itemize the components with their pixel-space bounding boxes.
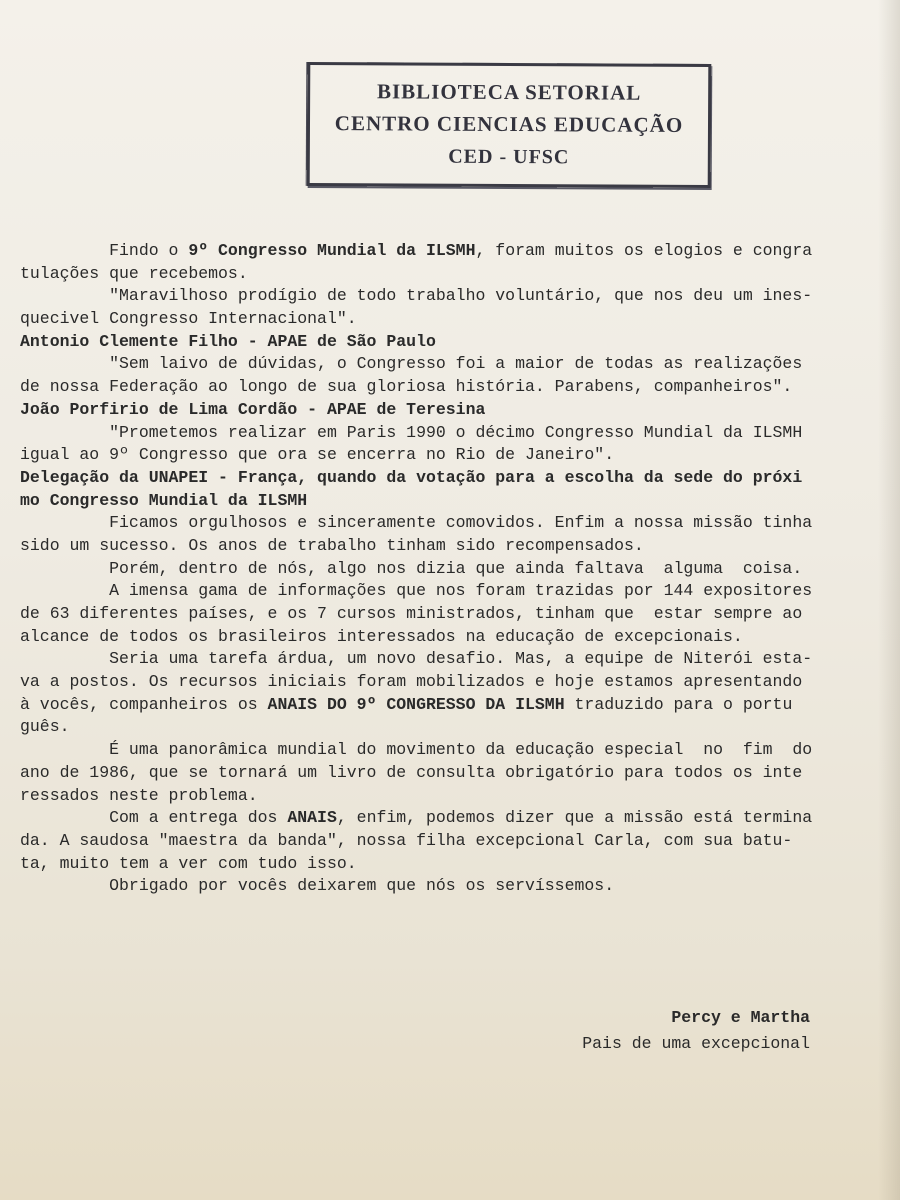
- text-line: [20, 671, 810, 694]
- text-line: [20, 444, 810, 467]
- text-line-regular: ta, muito tem a ver com tudo isso.: [20, 853, 357, 873]
- text-line: [20, 785, 810, 808]
- text-line-bold: mo Congresso Mundial da ILSMH: [20, 490, 308, 510]
- text-line-regular: Findo o: [20, 241, 189, 260]
- signature-names: Percy e Martha: [671, 1008, 810, 1027]
- text-line-regular: guês.: [20, 717, 70, 737]
- text-line: [20, 830, 810, 853]
- text-line-bold: João Porfirio de Lima Cordão - APAE de Teresina: [20, 399, 486, 419]
- text-line-regular: Com a entrega dos: [20, 808, 288, 828]
- text-line-bold: ANAIS DO 9º CONGRESSO DA ILSMH: [267, 694, 565, 714]
- text-line: [20, 263, 810, 286]
- text-line: [20, 285, 813, 308]
- text-line-regular: de nossa Federação ao longo de sua gloriosa história. Parabens, companheiros".: [20, 377, 793, 397]
- text-line-regular: tulações que recebemos.: [20, 263, 248, 283]
- page-edge-shadow: [878, 0, 900, 1200]
- text-line-regular: va a postos. Os recursos iniciais foram mobilizados e hoje estamos apresentando: [20, 672, 803, 692]
- library-stamp: [307, 62, 712, 188]
- text-line-regular: "Maravilhoso prodígio de todo trabalho voluntário, que nos deu um ines-: [20, 286, 813, 306]
- text-line-regular: Porém, dentro de nós, algo nos dizia que ainda faltava alguma coisa.: [20, 558, 803, 578]
- letter-body: [20, 240, 813, 898]
- stamp-line-library: BIBLIOTECA SETORIAL: [376, 79, 642, 105]
- stamp-line-institution: CED - UFSC: [448, 145, 570, 169]
- text-line-regular: à vocês, companheiros os: [20, 694, 268, 714]
- text-line-regular: Obrigado por vocês deixarem que nós os servíssemos.: [20, 876, 615, 896]
- text-line-regular-after: , foram muitos os elogios e congra: [475, 241, 813, 260]
- text-line-bold: ANAIS: [287, 808, 337, 828]
- text-line-bold: 9º Congresso Mundial da ILSMH: [188, 241, 476, 260]
- text-line-regular: ano de 1986, que se tornará um livro de consulta obrigatório para todos os inte: [20, 762, 803, 782]
- text-line-regular: "Sem laivo de dúvidas, o Congresso foi a maior de todas as realizações: [20, 354, 803, 374]
- text-line: [20, 853, 810, 876]
- text-line: [20, 694, 810, 717]
- text-line-regular-after: traduzido para o portu: [564, 694, 793, 714]
- text-line: [20, 716, 810, 739]
- text-line: [20, 490, 810, 513]
- text-line: [20, 308, 810, 331]
- text-line-regular: "Prometemos realizar em Paris 1990 o décimo Congresso Mundial da ILSMH: [20, 422, 803, 442]
- text-line: [20, 648, 813, 671]
- text-line: [20, 762, 810, 785]
- text-line: [20, 739, 813, 762]
- text-line: [20, 331, 810, 354]
- text-line-regular: quecivel Congresso Internacional".: [20, 309, 357, 329]
- text-line-regular: sido um sucesso. Os anos de trabalho tinham sido recompensados.: [20, 535, 644, 555]
- text-line: [20, 240, 813, 263]
- text-line: [20, 626, 810, 649]
- text-line-bold: Antonio Clemente Filho - APAE de São Paulo: [20, 331, 436, 351]
- text-line: [20, 399, 810, 422]
- text-line: [20, 467, 810, 490]
- text-line-regular: A imensa gama de informações que nos foram trazidas por 144 expositores: [20, 581, 813, 601]
- text-line-regular: ressados neste problema.: [20, 785, 258, 805]
- text-line: [20, 875, 810, 898]
- text-line-bold: Delegação da UNAPEI - França, quando da votação para a escolha da sede do próxi: [20, 467, 803, 487]
- text-line: [20, 512, 813, 535]
- text-line-regular: Seria uma tarefa árdua, um novo desafio. Mas, a equipe de Niterói esta-: [20, 649, 813, 669]
- text-line-regular: da. A saudosa "maestra da banda", nossa filha excepcional Carla, com sua batu-: [20, 830, 793, 850]
- text-line-regular: de 63 diferentes países, e os 7 cursos ministrados, tinham que estar sempre ao: [20, 604, 803, 623]
- text-line: [20, 422, 810, 445]
- text-line: [20, 580, 813, 603]
- text-line-regular: alcance de todos os brasileiros interessados na educação de excepcionais.: [20, 626, 743, 646]
- text-line-regular: É uma panorâmica mundial do movimento da educação especial no fim do: [20, 740, 813, 760]
- text-line: [20, 807, 813, 830]
- text-line: [20, 603, 810, 626]
- text-line-regular: Ficamos orgulhosos e sinceramente comovidos. Enfim a nossa missão tinha: [20, 513, 813, 533]
- text-line: [20, 558, 810, 581]
- signature-role: Pais de uma excepcional: [582, 1034, 810, 1053]
- text-line-regular: igual ao 9º Congresso que ora se encerra no Rio de Janeiro".: [20, 445, 615, 465]
- text-line: [20, 376, 810, 399]
- text-line: [20, 535, 810, 558]
- text-line: [20, 353, 810, 376]
- text-line-regular-after: , enfim, podemos dizer que a missão está termina: [336, 808, 813, 828]
- stamp-line-center: CENTRO CIENCIAS EDUCAÇÃO: [334, 111, 684, 137]
